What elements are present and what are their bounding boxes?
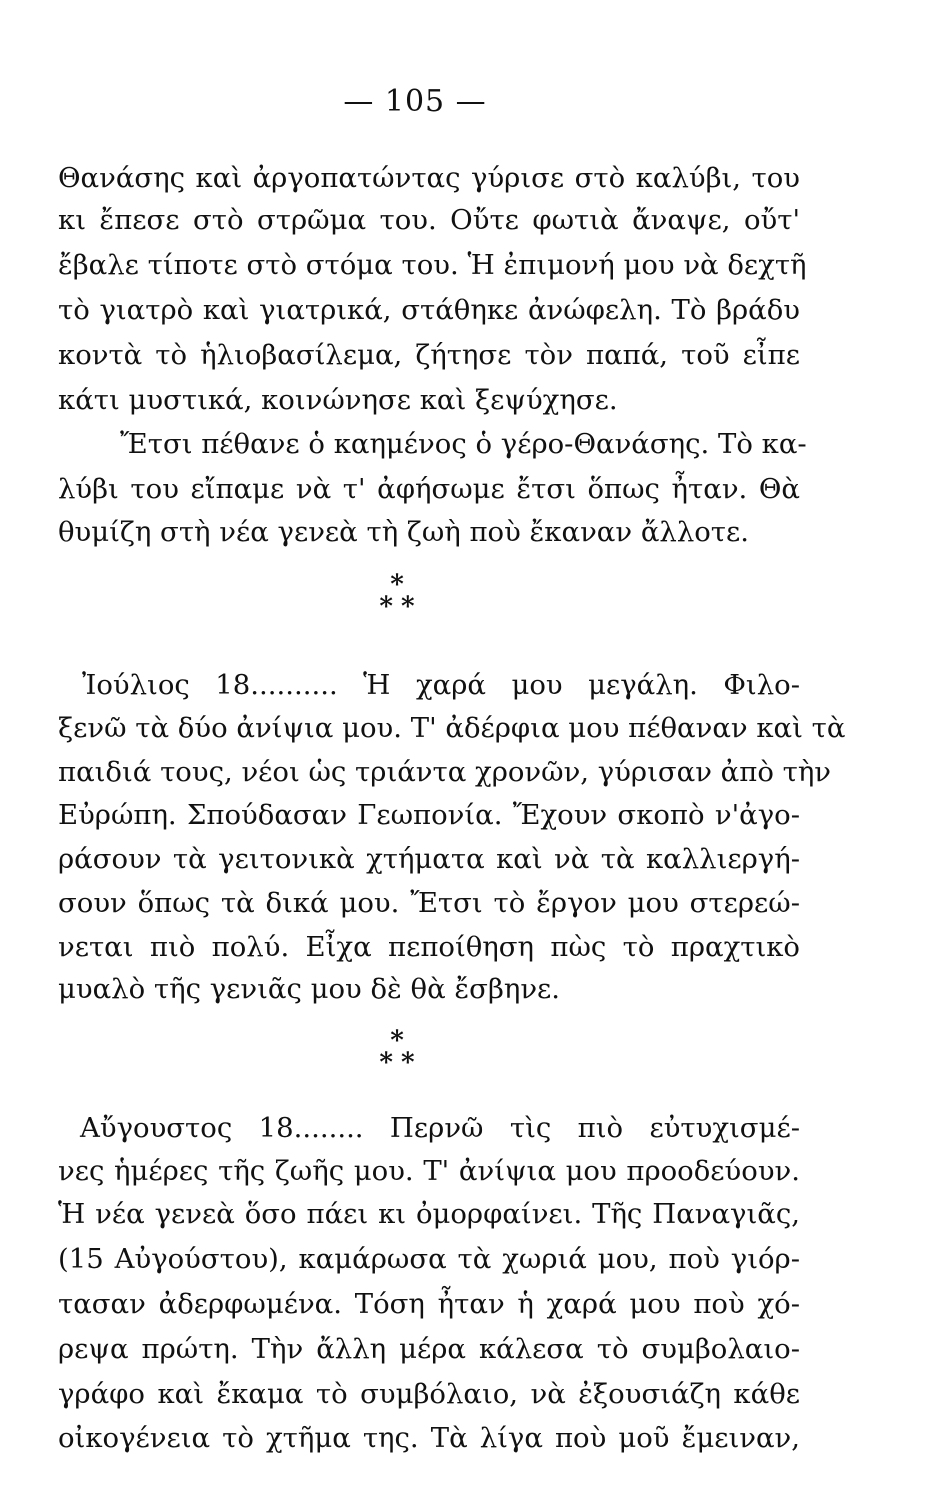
text-line: σουν ὅπως τὰ δικά μου. Ἔτσι τὸ ἔργον μου στερεώ- xyxy=(58,887,800,919)
text-line: ρεψα πρώτη. Τὴν ἄλλη μέρα κάλεσα τὸ συμβολαιο- xyxy=(58,1333,800,1365)
separator-stars-bottom: ** xyxy=(379,1048,423,1078)
section-separator xyxy=(352,1026,442,1078)
text-line: τασαν ἀδερφωμένα. Τόση ἦταν ἡ χαρά μου ποὺ χό- xyxy=(58,1288,800,1320)
text-line: μυαλὸ τῆς γενιᾶς μου δὲ θὰ ἔσβηνε. xyxy=(58,973,561,1005)
separator-star-top: * xyxy=(390,570,404,600)
text-line: κοντὰ τὸ ἡλιοβασίλεμα, ζήτησε τὸν παπά, τοῦ εἶπε xyxy=(58,339,800,371)
text-line: ξενῶ τὰ δύο ἀνίψια μου. Τ' ἀδέρφια μου πέθαναν καὶ τὰ xyxy=(58,712,846,744)
text-line: γράφο καὶ ἔκαμα τὸ συμβόλαιο, νὰ ἐξουσιάζη κάθε xyxy=(58,1378,800,1410)
page-number: — 105 — xyxy=(343,84,487,119)
text-line: (15 Αὐγούστου), καμάρωσα τὰ χωριά μου, ποὺ γιόρ- xyxy=(58,1243,800,1275)
separator-stars-bottom: ** xyxy=(379,592,423,622)
text-line: κάτι μυστικά, κοινώνησε καὶ ξεψύχησε. xyxy=(58,384,618,416)
text-line: οἰκογένεια τὸ χτῆμα της. Τὰ λίγα ποὺ μοῦ ἔμειναν, xyxy=(58,1422,800,1454)
section-separator xyxy=(352,570,442,622)
text-line: Ἰούλιος 18.......... Ἡ χαρά μου μεγάλη. Φιλο- xyxy=(82,669,800,701)
text-line: νεται πιὸ πολύ. Εἶχα πεποίθηση πὼς τὸ πραχτικὸ xyxy=(58,931,800,963)
text-line: Ἡ νέα γενεὰ ὅσο πάει κι ὀμορφαίνει. Τῆς Παναγιᾶς, xyxy=(58,1198,800,1230)
text-line: τὸ γιατρὸ καὶ γιατρικά, στάθηκε ἀνώφελη. Τὸ βράδυ xyxy=(58,294,800,326)
text-line: Αὔγουστος 18........ Περνῶ τὶς πιὸ εὐτυχισμέ- xyxy=(80,1112,800,1144)
text-line: κι ἔπεσε στὸ στρῶμα του. Οὔτε φωτιὰ ἄναψε, οὔτ' xyxy=(58,204,800,236)
text-line: θυμίζη στὴ νέα γενεὰ τὴ ζωὴ ποὺ ἔκαναν ἄλλοτε. xyxy=(58,516,750,548)
text-line: Θανάσης καὶ ἀργοπατώντας γύρισε στὸ καλύβι, του xyxy=(58,162,800,194)
separator-star-top: * xyxy=(390,1026,404,1056)
text-line: Εὐρώπη. Σπούδασαν Γεωπονία. Ἔχουν σκοπὸ ν'ἀγο- xyxy=(58,799,800,831)
text-line: ἔβαλε τίποτε στὸ στόμα του. Ἡ ἐπιμονή μου νὰ δεχτῆ xyxy=(58,249,807,281)
text-line: λύβι του εἴπαμε νὰ τ' ἀφήσωμε ἔτσι ὅπως ἦταν. Θὰ xyxy=(58,473,800,505)
text-line: παιδιά τους, νέοι ὡς τριάντα χρονῶν, γύρισαν ἀπὸ τὴν xyxy=(58,756,832,788)
text-line: ράσουν τὰ γειτονικὰ χτήματα καὶ νὰ τὰ καλλιεργή- xyxy=(58,843,800,875)
text-line: νες ἡμέρες τῆς ζωῆς μου. Τ' ἀνίψια μου προοδεύουν. xyxy=(58,1155,800,1187)
text-line: Ἔτσι πέθανε ὁ καημένος ὁ γέρο-Θανάσης. Τὸ κα- xyxy=(120,428,807,460)
